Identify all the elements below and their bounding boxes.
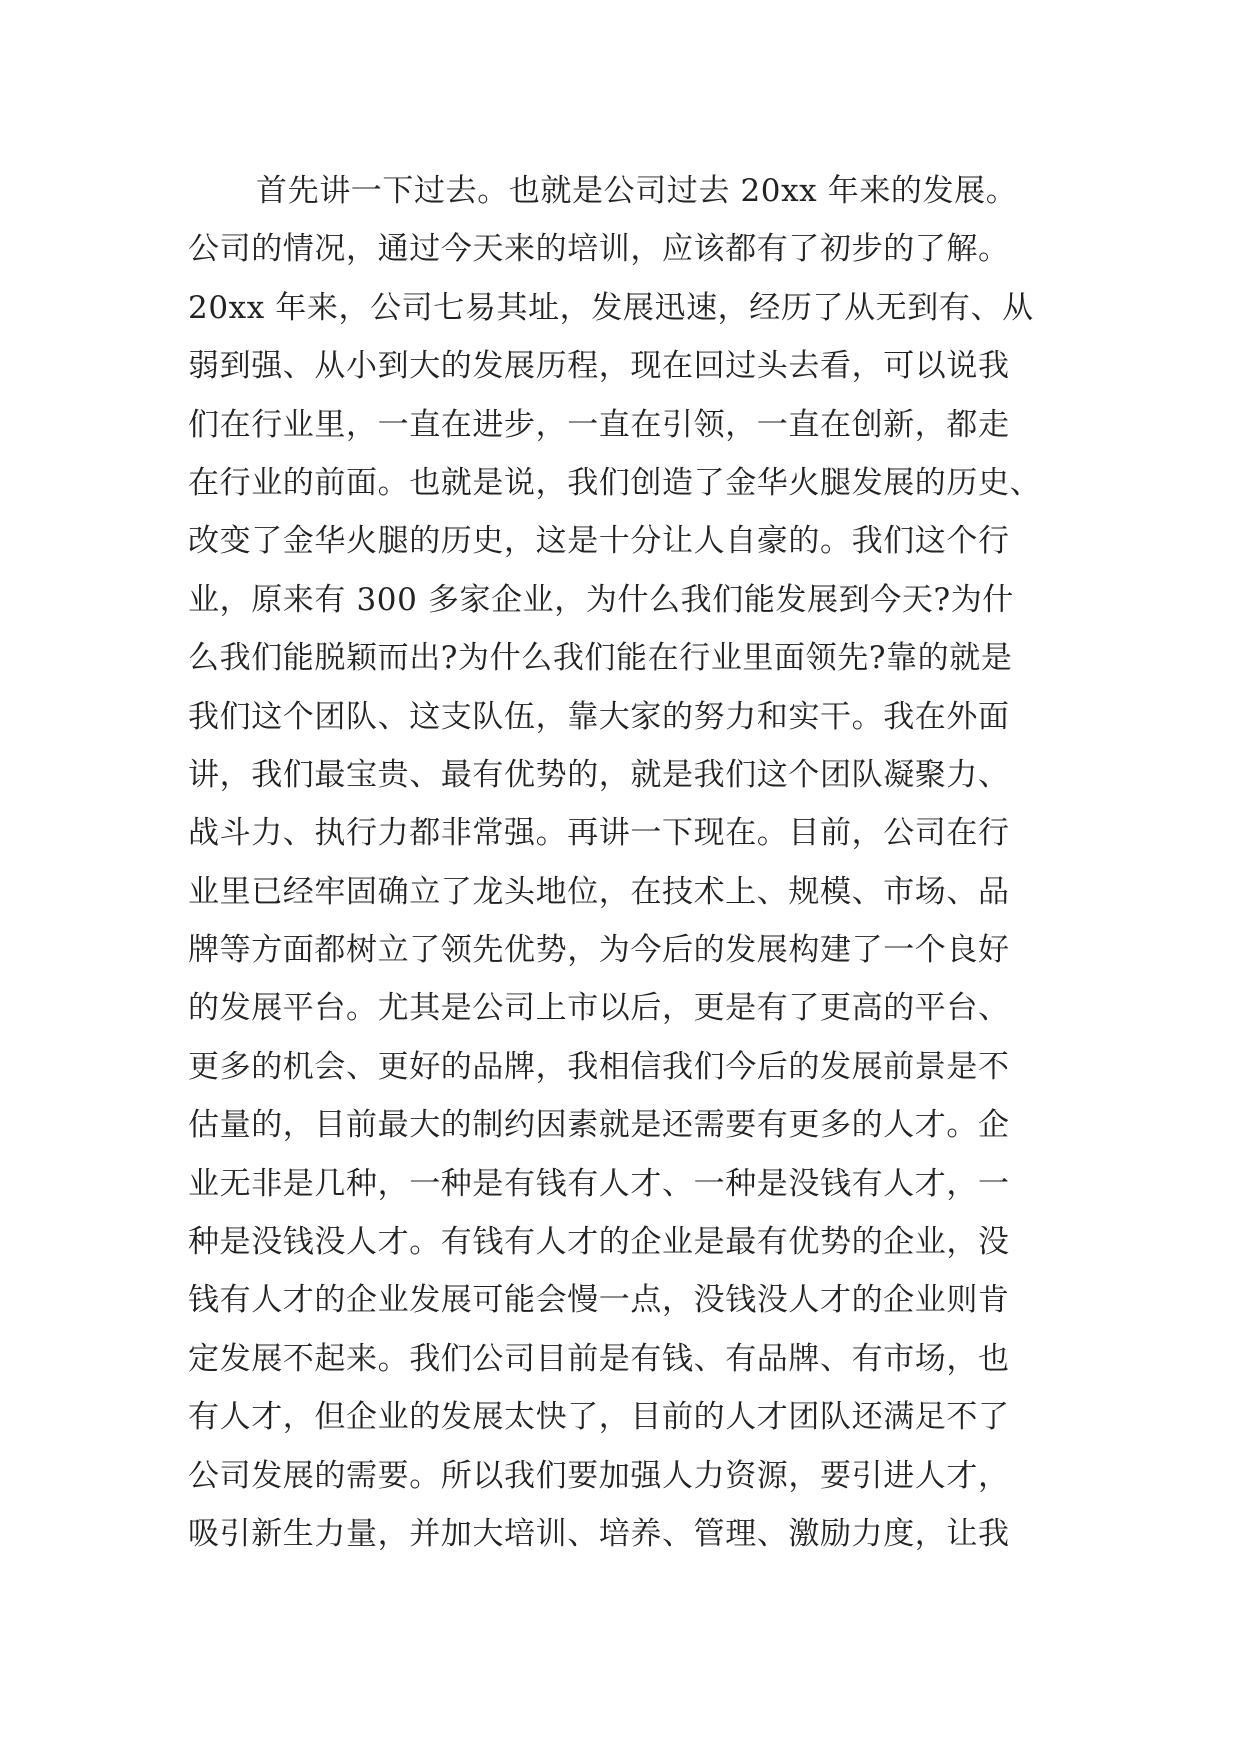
paragraph-line: 钱有人才的企业发展可能会慢一点，没钱没人才的企业则肯 — [188, 1282, 1010, 1319]
paragraph-line: 在行业的前面。也就是说，我们创造了金华火腿发展的历史、 — [188, 464, 1042, 501]
paragraph-line: 么我们能脱颖而出?为什么我们能在行业里面领先?靠的就是 — [188, 640, 1013, 677]
paragraph-line: 吸引新生力量，并加大培训、培养、管理、激励力度，让我 — [188, 1515, 1010, 1552]
paragraph-line: 公司发展的需要。所以我们要加强人力资源，要引进人才， — [188, 1457, 1010, 1494]
paragraph-line: 定发展不起来。我们公司目前是有钱、有品牌、有市场，也 — [188, 1340, 1010, 1377]
paragraph-line: 首先讲一下过去。也就是公司过去 20xx 年来的发展。 — [256, 173, 1018, 209]
paragraph-line: 种是没钱没人才。有钱有人才的企业是最有优势的企业，没 — [188, 1224, 1010, 1261]
paragraph-line: 公司的情况，通过今天来的培训，应该都有了初步的了解。 — [188, 231, 1010, 268]
paragraph-line: 的发展平台。尤其是公司上市以后，更是有了更高的平台、 — [188, 990, 1010, 1027]
paragraph-line: 业无非是几种，一种是有钱有人才、一种是没钱有人才，一 — [188, 1165, 1010, 1202]
paragraph-line: 业里已经牢固确立了龙头地位，在技术上、规模、市场、品 — [188, 873, 1010, 910]
paragraph-line: 战斗力、执行力都非常强。再讲一下现在。目前，公司在行 — [188, 815, 1010, 852]
paragraph-line: 业，原来有 300 多家企业，为什么我们能发展到今天?为什 — [188, 581, 1014, 618]
paragraph-line: 我们这个团队、这支队伍，靠大家的努力和实干。我在外面 — [188, 698, 1010, 735]
paragraph-line: 们在行业里，一直在进步，一直在引领，一直在创新，都走 — [188, 406, 1010, 443]
paragraph-line: 有人才，但企业的发展太快了，目前的人才团队还满足不了 — [188, 1399, 1010, 1436]
paragraph-line: 20xx 年来，公司七易其址，发展迅速，经历了从无到有、从 — [188, 289, 1034, 326]
paragraph-line: 牌等方面都树立了领先优势，为今后的发展构建了一个良好 — [188, 932, 1010, 969]
paragraph-line: 改变了金华火腿的历史，这是十分让人自豪的。我们这个行 — [188, 523, 1010, 560]
paragraph-line: 弱到强、从小到大的发展历程，现在回过头去看，可以说我 — [188, 348, 1010, 385]
body-paragraph — [188, 162, 1068, 1563]
paragraph-line: 讲，我们最宝贵、最有优势的，就是我们这个团队凝聚力、 — [188, 756, 1010, 793]
paragraph-line: 估量的，目前最大的制约因素就是还需要有更多的人才。企 — [188, 1107, 1010, 1144]
paragraph-line: 更多的机会、更好的品牌，我相信我们今后的发展前景是不 — [188, 1048, 1010, 1085]
